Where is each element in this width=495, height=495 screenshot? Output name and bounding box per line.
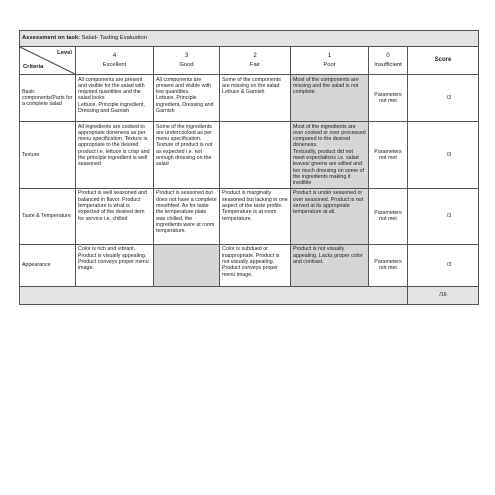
- criteria-level-header: [20, 47, 76, 75]
- score-cell: /3: [408, 122, 479, 189]
- insufficient-cell: Parameters not met: [369, 188, 408, 244]
- score-cell: /3: [408, 244, 479, 286]
- fair-cell: [220, 122, 291, 189]
- cell-extra-text: Lettuce, Principle ingredient, Dressing and Garnish: [156, 95, 214, 114]
- total-row: [20, 286, 479, 304]
- level-header-fair: [220, 47, 291, 75]
- criteria-cell: Appearance: [20, 244, 76, 286]
- criteria-cell: Texture: [20, 122, 76, 189]
- assessment-label: Assessment on task:: [22, 35, 80, 42]
- cell-text: All components are present and visible with low quantities.: [156, 76, 212, 96]
- title-row: [20, 31, 479, 47]
- poor-cell: Product is not visually appealing. Lacks proper color and contrast.: [291, 244, 369, 286]
- table-row: [20, 188, 479, 244]
- score-cell: /3: [408, 188, 479, 244]
- level-name: Insufficient: [374, 62, 402, 68]
- level-header-excellent: [76, 47, 154, 75]
- fair-cell: Color is subdued or inappropriate. Product is not visually appealing. Product conveys proper menu image.: [220, 244, 291, 286]
- excellent-cell: [76, 75, 154, 122]
- good-cell: [154, 244, 220, 286]
- level-number: 2: [253, 52, 257, 59]
- good-cell: Some of the ingredients are undercooked as per menu specification. Texture of product is not as expected i.e. not enough dressing on the salad: [154, 122, 220, 189]
- table-row: [20, 75, 479, 122]
- cell-text: Some of the components are missing on the salad: [222, 76, 281, 89]
- total-score: /16: [408, 286, 479, 304]
- level-header-good: [154, 47, 220, 75]
- poor-cell: Most of the components are missing and the salad is not complete.: [291, 75, 369, 122]
- level-header-poor: [291, 47, 369, 75]
- table-row: [20, 122, 479, 189]
- assessment-title: [20, 31, 479, 47]
- insufficient-cell: Parameters not met: [369, 122, 408, 189]
- total-label-cell: [20, 286, 408, 304]
- cell-extra-text: Texturally, product did not meet expectations i.e. salad leaves/ greens are wilted and too much dressing on some of the ingredients making it inedible: [293, 148, 364, 187]
- excellent-cell: All ingredients are cooked to appropriate doneness as per menu specification. Texture is appropriate to the desired product i.e. lettuce is crisp and the principle ingredient is well seasoned: [76, 122, 154, 189]
- fair-cell: [220, 75, 291, 122]
- cell-text: Most of the ingredients are over cooked or over processed compared to the desired doneness.: [293, 123, 366, 149]
- cell-extra-text: Lettuce, Principle ingredient, Dressing and Garnish: [78, 101, 145, 114]
- poor-cell: Product is under seasoned or over seasoned. Product is not served at its appropriate temperature at all.: [291, 188, 369, 244]
- level-name: Good: [179, 62, 194, 68]
- level-number: 4: [112, 52, 117, 59]
- level-name: Fair: [250, 62, 260, 68]
- level-number: 1: [327, 52, 332, 59]
- level-name: Poor: [323, 62, 336, 68]
- level-name: Excellent: [102, 62, 127, 68]
- good-cell: [154, 75, 220, 122]
- poor-cell: [291, 122, 369, 189]
- level-header-insufficient: [369, 47, 408, 75]
- score-header: Score: [408, 47, 479, 75]
- level-number: 3: [184, 52, 189, 59]
- level-label: Level: [57, 50, 72, 56]
- excellent-cell: Color is rich and vibrant. Product is visually appealing. Product conveys proper menu image.: [76, 244, 154, 286]
- level-number: 0: [386, 52, 390, 59]
- score-cell: /3: [408, 75, 479, 122]
- cell-text: All components are present and visible for the salad with required quantities and the salad looks: [78, 76, 145, 102]
- level-header-row: [20, 47, 479, 75]
- table-row: [20, 244, 479, 286]
- excellent-cell: Product is well seasoned and balanced in flavor. Product temperature is what is expected of the desired item for service i.e. chilled: [76, 188, 154, 244]
- insufficient-cell: Parameters not met: [369, 75, 408, 122]
- insufficient-cell: Parameters not met: [369, 244, 408, 286]
- criteria-cell: Taste & Temperature: [20, 188, 76, 244]
- assessment-task: Salad- Tasting Evaluation: [81, 35, 147, 42]
- good-cell: Product is seasoned but does not have a complete mouthfeel. As for taste the temperature plate was chilled, the ingredients were at room temperature.: [154, 188, 220, 244]
- fair-cell: Product is marginally seasoned but lacking in one aspect of the taste profile. Temperature is at room temperature.: [220, 188, 291, 244]
- rubric-table: [19, 30, 479, 305]
- criteria-cell: Basic components/Parts for a complete salad: [20, 75, 76, 122]
- cell-extra-text: Lettuce & Garnish: [222, 89, 265, 96]
- criteria-label: Criteria: [23, 63, 44, 70]
